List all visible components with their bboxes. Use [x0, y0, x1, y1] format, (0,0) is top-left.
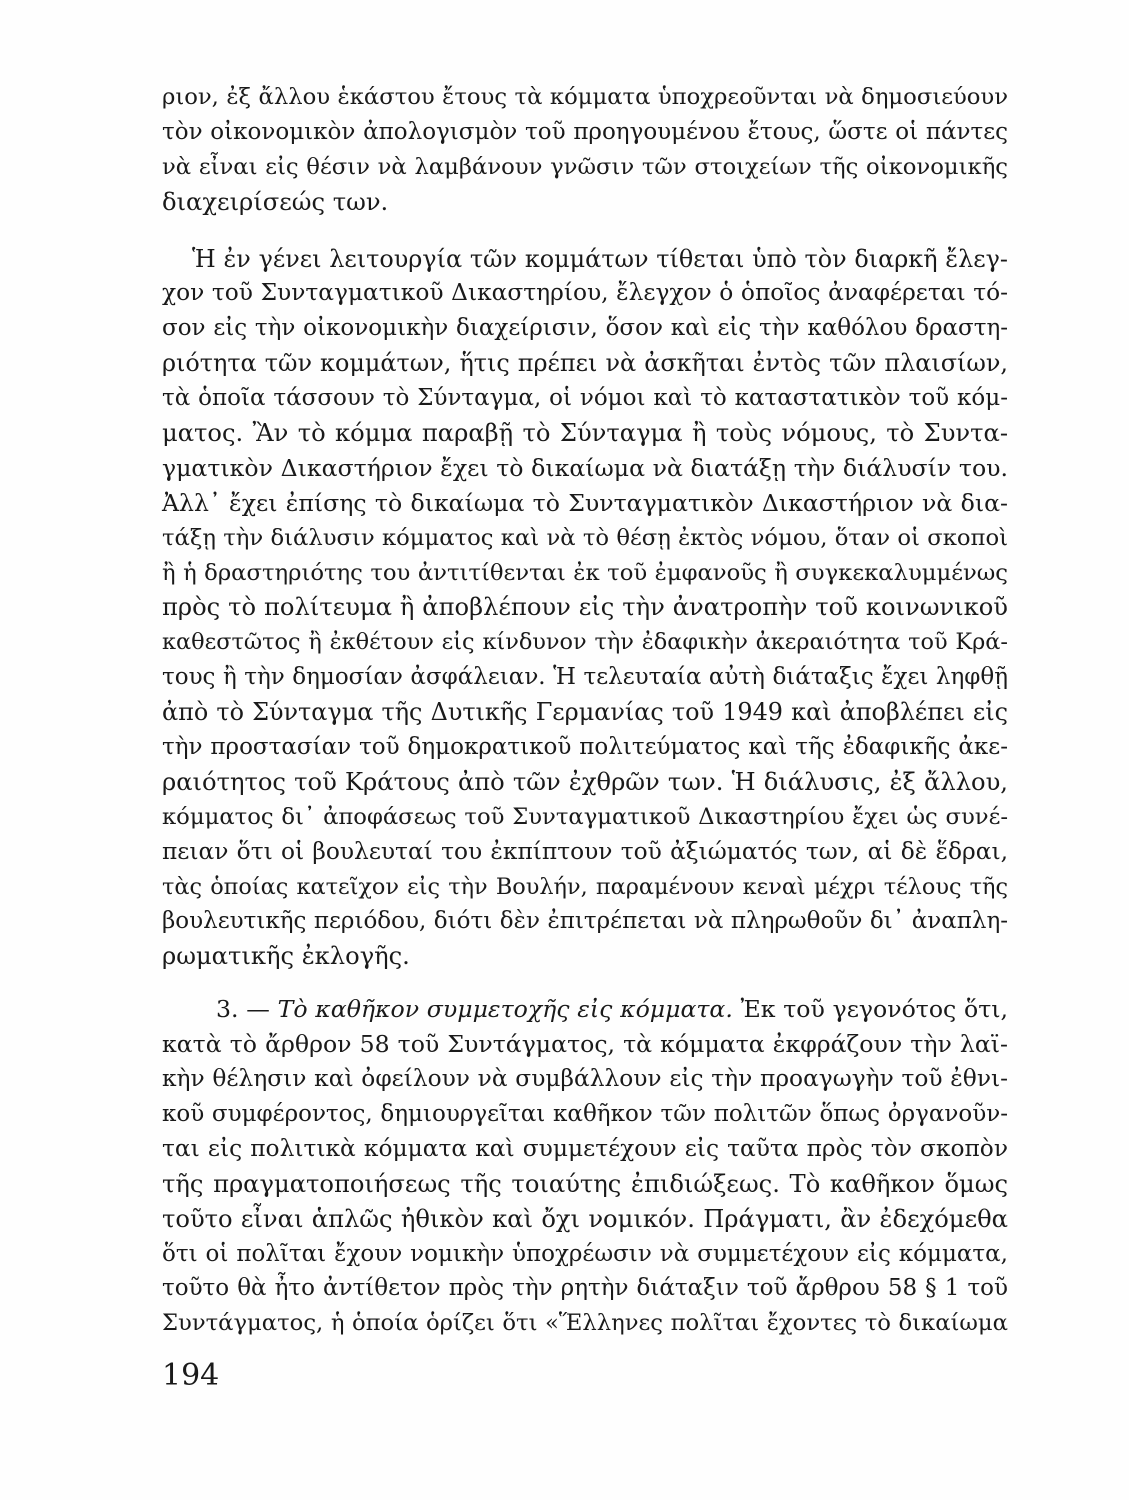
text-line: ριότητα τῶν κομμάτων, ἥτις πρέπει νὰ ἀσκῆται ἐντὸς τῶν πλαισίων, [162, 349, 1008, 378]
text-line: τους ἢ τὴν δημοσίαν ἀσφάλειαν. Ἡ τελευταία αὐτὴ διάταξις ἔχει ληφθῇ [162, 664, 1008, 691]
text-line: τὴν προστασίαν τοῦ δημοκρατικοῦ πολιτεύματος καὶ τῆς ἐδαφικῆς ἀκε- [162, 734, 1008, 761]
body-text [162, 80, 1008, 1341]
paragraph-2 [162, 242, 1008, 975]
text-line: τὸν οἰκονομικὸν ἀπολογισμὸν τοῦ προηγουμένου ἔτους, ὥστε οἱ πάντες [162, 118, 1008, 145]
text-line: κόμματος δι᾽ ἀποφάσεως τοῦ Συνταγματικοῦ Δικαστηρίου ἔχει ὡς συνέ- [162, 803, 1008, 830]
section-number: 3. — [216, 995, 270, 1024]
text-line: βουλευτικῆς περιόδου, διότι δὲν ἐπιτρέπεται νὰ πληρωθοῦν δι᾽ ἀναπλη- [162, 908, 1008, 935]
text-line: κατὰ τὸ ἄρθρον 58 τοῦ Συντάγματος, τὰ κόμματα ἐκφράζουν τὴν λαϊ- [162, 1030, 1008, 1059]
text-line: Ἀλλ᾽ ἔχει ἐπίσης τὸ δικαίωμα τὸ Συνταγματικὸν Δικαστήριον νὰ δια- [162, 488, 1008, 517]
text-line: σον εἰς τὴν οἰκονομικὴν διαχείρισιν, ὅσον καὶ εἰς τὴν καθόλου δραστη- [162, 315, 1008, 342]
text-line: ἀπὸ τὸ Σύνταγμα τῆς Δυτικῆς Γερμανίας τοῦ 1949 καὶ ἀποβλέπει εἰς [162, 698, 1008, 727]
text-line: κοῦ συμφέροντος, δημιουργεῖται καθῆκον τῶν πολιτῶν ὅπως ὀργανοῦν- [162, 1100, 1008, 1127]
text-line: κὴν θέλησιν καὶ ὀφείλουν νὰ συμβάλλουν εἰς τὴν προαγωγὴν τοῦ ἐθνι- [162, 1065, 1008, 1093]
page-number: 194 [162, 1358, 220, 1393]
text-line: Συντάγματος, ἡ ὁποία ὁρίζει ὅτι «Ἕλληνες πολῖται ἔχοντες τὸ δικαίωμα [162, 1310, 1008, 1337]
text-line: πειαν ὅτι οἱ βουλευταί του ἐκπίπτουν τοῦ ἀξιώματός των, αἱ δὲ ἕδραι, [162, 837, 1008, 865]
text-line: τὰς ὁποίας κατεῖχον εἰς τὴν Βουλήν, παραμένουν κεναὶ μέχρι τέλους τῆς [162, 873, 1008, 900]
text-line: ἢ ἡ δραστηριότης του ἀντιτίθενται ἐκ τοῦ ἐμφανοῦς ἢ συγκεκαλυμμένως [162, 559, 1008, 586]
text-fragment: Ἐκ τοῦ γεγονότος ὅτι, [740, 995, 1008, 1024]
section-title: Τὸ καθῆκον συμμετοχῆς εἰς κόμματα. [277, 995, 733, 1024]
text-line: καθεστῶτος ἢ ἐκθέτουν εἰς κίνδυνον τὴν ἐδαφικὴν ἀκεραιότητα τοῦ Κρά- [162, 629, 1008, 656]
paragraph-3 [162, 992, 1008, 1341]
text-line: τοῦτο θὰ ἦτο ἀντίθετον πρὸς τὴν ρητὴν διάταξιν τοῦ ἄρθρου 58 § 1 τοῦ [162, 1275, 1008, 1302]
section-heading-line [162, 992, 1008, 1027]
text-line: ὅτι οἱ πολῖται ἔχουν νομικὴν ὑποχρέωσιν νὰ συμμετέχουν εἰς κόμματα, [162, 1240, 1008, 1267]
text-line: ριον, ἐξ ἄλλου ἑκάστου ἔτους τὰ κόμματα ὑποχρεοῦνται νὰ δημοσιεύουν [162, 84, 1008, 110]
text-line: χον τοῦ Συνταγματικοῦ Δικαστηρίου, ἔλεγχον ὁ ὁποῖος ἀναφέρεται τό- [162, 279, 1008, 307]
paragraph-1 [162, 80, 1008, 220]
text-line: ται εἰς πολιτικὰ κόμματα καὶ συμμετέχουν εἰς ταῦτα πρὸς τὸν σκοπὸν [162, 1134, 1008, 1162]
text-line: ματος. Ἂν τὸ κόμμα παραβῇ τὸ Σύνταγμα ἢ τοὺς νόμους, τὸ Συντα- [162, 419, 1008, 448]
text-line: τῆς πραγματοποιήσεως τῆς τοιαύτης ἐπιδιώξεως. Τὸ καθῆκον ὅμως [162, 1169, 1008, 1198]
text-line: διαχειρίσεώς των. [162, 187, 389, 216]
text-line: πρὸς τὸ πολίτευμα ἢ ἀποβλέπουν εἰς τὴν ἀνατροπὴν τοῦ κοινωνικοῦ [162, 593, 1008, 622]
text-line: ραιότητος τοῦ Κράτους ἀπὸ τῶν ἐχθρῶν των. Ἡ διάλυσις, ἐξ ἄλλου, [162, 767, 1008, 796]
text-line: τάξῃ τὴν διάλυσιν κόμματος καὶ νὰ τὸ θέσῃ ἐκτὸς νόμου, ὅταν οἱ σκοποὶ [162, 524, 1008, 551]
text-line: γματικὸν Δικαστήριον ἔχει τὸ δικαίωμα νὰ διατάξῃ τὴν διάλυσίν του. [162, 453, 1008, 482]
text-line: Ἡ ἐν γένει λειτουργία τῶν κομμάτων τίθεται ὑπὸ τὸν διαρκῆ ἔλεγ- [192, 244, 1008, 273]
text-line: νὰ εἶναι εἰς θέσιν νὰ λαμβάνουν γνῶσιν τῶν στοιχείων τῆς οἰκονομικῆς [162, 153, 1008, 180]
text-line: ρωματικῆς ἐκλογῆς. [162, 942, 410, 971]
text-line: τὰ ὁποῖα τάσσουν τὸ Σύνταγμα, οἱ νόμοι καὶ τὸ καταστατικὸν τοῦ κόμ- [162, 385, 1008, 412]
text-line: τοῦτο εἶναι ἁπλῶς ἠθικὸν καὶ ὄχι νομικόν. Πράγματι, ἂν ἐδεχόμεθα [162, 1204, 1008, 1233]
